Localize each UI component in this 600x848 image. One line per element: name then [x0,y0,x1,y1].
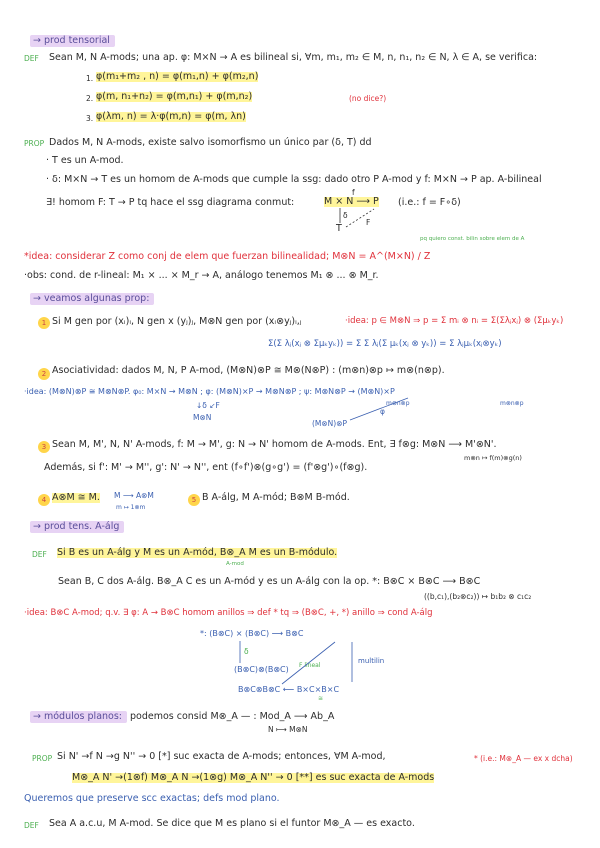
prop-1-idea: ·idea: p ∈ M⊗N ⇒ p = Σ mᵢ ⊗ nᵢ = Σ(Σλⱼxⱼ) ⊗ (Σμₖyₖ) [345,316,564,326]
def3-text: Sea A a.c.u, M A-mod. Se dice que M es plano si el funtor M⊗_A — es exacto. [49,818,415,829]
def-tag: DEF [24,54,39,63]
def-bilineal-text: Sean M, N A-mods; una ap. φ: M×N → A es bilineal si, ∀m, m₁, m₂ ∈ M, n, n₁, n₂ ∈ N, λ ∈ A, se verifica: [49,52,538,63]
prop-3b: Además, si f': M' → M'', g': N' → N'', ent (f∘f')⊗(g∘g') = (f'⊗g')∘(f⊗g). [44,462,368,473]
diag2-multilin: multilin [358,657,385,665]
cond-2-number: 2. [86,94,94,103]
prop-1: Si M gen por (xᵢ)ᵢ, N gen x (yⱼ)ⱼ, M⊗N gen por (xᵢ⊗yⱼ)ᵢ,ⱼ [52,316,302,327]
prop2-tag: PROP [32,754,53,763]
bullet-1-icon: 1 [38,317,50,329]
prop-4: A⊗M ≅ M. [52,492,100,503]
bullet-2-icon: 2 [38,368,50,380]
section-header-veamos: → veamos algunas prop: [30,293,154,305]
prop-2-idea: ·idea: (M⊗N)⊗P ≅ M⊗N⊗P. φ₀: M×N → M⊗N ; φ: (M⊗N)×P → M⊗N⊗P ; ψ: M⊗N⊗P → (M⊗N)×P [24,387,395,396]
diag2-top: *: (B⊗C) × (B⊗C) ⟶ B⊗C [200,629,304,638]
prop-5: B A-álg, M A-mód; B⊗M B-mód. [202,492,350,503]
diagram-T: T [336,223,342,234]
def2-tag: DEF [32,550,47,559]
prop-3: Sean M, M', N, N' A-mods, f: M → M', g: N → N' homom de A-mods. Ent, ∃ f⊗g: M⊗N ⟶ M'⊗N'. [52,439,497,450]
obs-line: ·obs: cond. de r-lineal: M₁ × ... × M_r → A, análogo tenemos M₁ ⊗ ... ⊗ M_r. [24,270,379,281]
queremos-line: Queremos que preserve scc exactas; defs mod plano. [24,793,280,804]
def3-tag: DEF [24,821,39,830]
def2-text: Si B es un A-álg y M es un A-mód, B⊗_A M es un B-módulo. [57,547,338,558]
prop2-text: Si N' →f N →g N'' → 0 [*] suc exacta de A-mods; entonces, ∀M A-mod, [57,751,386,762]
prop-2-diag-mn: M⊗N [193,413,212,422]
prop-bullet-b: · δ: M×N → T es un homom de A-mods que cumple la ssg: dado otro P A-mod y f: M×N → P ap. A-bilineal [46,174,542,185]
prop2b-text: M⊗_A N' →(1⊗f) M⊗_A N →(1⊗g) M⊗_A N'' → 0 [**] es suc exacta de A-mods [72,772,435,783]
no-dice-note: (no dice?) [349,94,387,103]
prop-4-map-bottom: m ↦ 1⊗m [116,504,146,511]
prop-2-diag-elem-b: m⊗n⊗p [500,400,524,407]
prop-tag: PROP [24,139,45,148]
prop-1-equation: Σ(Σ λⱼ(xⱼ ⊗ Σμₖyₖ)) = Σ Σ λⱼ(Σ μₖ(xⱼ ⊗ yₖ)) = Σ λⱼμₖ(xⱼ⊗yₖ) [268,339,502,349]
prop-bullet-a: · T es un A-mod. [46,155,124,166]
cond-3: φ(λm, n) = λ·φ(m,n) = φ(m, λn) [96,111,246,122]
prop-text: Dados M, N A-mods, existe salvo isomorfismo un único par (δ, T) dd [49,137,372,148]
prop-2: Asociatividad: dados M, N, P A-mod, (M⊗N)⊗P ≅ M⊗(N⊗P) : (m⊗n)⊗p ↦ m⊗(n⊗p). [52,365,445,376]
def2b-map: ((b,c₁),(b₂⊗c₂)) ↦ b₁b₂ ⊗ c₁c₂ [424,592,532,601]
diagram-delta-label: δ [343,211,348,220]
diag2-delta: δ [244,647,249,656]
diagram-f-label: f [352,188,355,197]
def2b-text: Sean B, C dos A-álg. B⊗_A C es un A-mód y es un A-álg con la op. *: B⊗C × B⊗C ⟶ B⊗C [58,576,481,587]
cond-3-number: 3. [86,114,94,123]
prop-3-map: m⊗n ↦ f(m)⊗g(n) [464,454,522,462]
diag2-bottom: B⊗C⊗B⊗C ⟵ B×C×B×C [238,685,340,694]
diagram-note: (i.e.: f = F∘δ) [398,197,461,208]
section-header-modulos-planos: → módulos planos: [30,711,127,723]
modulos-planos-text: podemos consid M⊗_A — : Mod_A ⟶ Ab_A [130,711,335,722]
diag2-mid: (B⊗C)⊗(B⊗C) [234,665,289,674]
prop-bullet-c: ∃! homom F: T → P tq hace el ssg diagrama conmut: [46,197,295,208]
cond-2: φ(m, n₁+n₂) = φ(m,n₁) + φ(m,n₂) [96,91,253,102]
prop2-note: * (i.e.: M⊗_A — ex x dcha) [474,754,573,763]
section-header-prod-tensorial: → prod tensorial [30,35,115,47]
prop-4-map-top: M ⟶ A⊗M [114,491,154,500]
idea-1: *idea: considerar Z como conj de elem que fuerzan bilinealidad; M⊗N = A^(M×N) / Z [24,251,431,262]
def2b-small-label: A-mod [226,561,244,567]
bullet-4-icon: 4 [38,494,50,506]
section-header-prod-tens-alg: → prod tens. A-álg [30,521,124,533]
prop-2-diag-mnp: (M⊗N)⊗P [312,419,348,428]
diagram-top-row: M × N ⟶ P [324,196,379,207]
cond-1: φ(m₁+m₂ , n) = φ(m₁,n) + φ(m₂,n) [96,71,259,82]
diagram-F-label: F [366,218,371,227]
idea-note-green: pq quiero const. bilin sobre elem de A [420,236,525,242]
idea-2: ·idea: B⊗C A-mod; q.v. ∃ φ: A → B⊗C homom anillos ⇒ def * tq ⇒ (B⊗C, +, *) anillo ⇒ cond A-álg [24,608,433,618]
prop-2-diag-arrows: ↓δ ↙F [196,401,220,410]
diag2-lineal: F lineal [299,662,321,669]
bullet-3-icon: 3 [38,441,50,453]
modulos-planos-map: N ⟼ M⊗N [268,725,308,734]
prop-2-diag-elem-a: m⊗n⊗p [386,400,410,407]
bullet-5-icon: 5 [188,494,200,506]
diag2-iso: ≅ [318,695,324,702]
prop-2-diag-phi: φ [380,407,385,416]
cond-1-number: 1. [86,74,94,83]
